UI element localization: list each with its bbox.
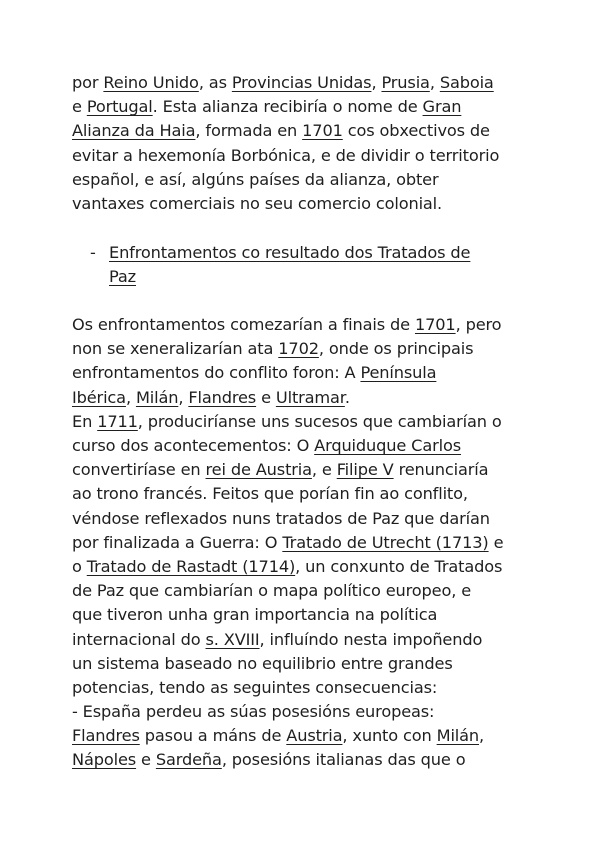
text: , <box>429 73 440 92</box>
spacer <box>72 216 542 241</box>
bullet-dash: - <box>90 242 96 262</box>
link-gran-alianza-part1[interactable]: Gran <box>422 97 462 117</box>
text: , influíndo nesta impoñendo <box>259 629 483 649</box>
link-flandres[interactable]: Flandres <box>188 387 257 407</box>
text: , as <box>198 73 232 92</box>
text-line: potencias, tendo as seguintes consecuencias: <box>72 677 438 697</box>
link-ultramar[interactable]: Ultramar <box>275 387 345 407</box>
text-line <box>72 119 542 143</box>
link-portugal[interactable]: Portugal <box>86 97 153 117</box>
text: e <box>136 750 156 770</box>
paragraph-alliance <box>72 71 542 216</box>
link-1701[interactable]: 1701 <box>414 315 456 335</box>
text: . <box>344 387 350 407</box>
text-line: un sistema baseado no equilibrio entre grandes <box>72 653 453 673</box>
text-line <box>72 458 542 482</box>
text-line <box>72 313 542 337</box>
link-1701[interactable]: 1701 <box>302 121 343 141</box>
text: o <box>72 556 87 576</box>
link-milan[interactable]: Milán <box>436 726 480 746</box>
text-line: - España perdeu as súas posesións europeas: <box>72 702 435 722</box>
text: e <box>72 97 87 117</box>
link-sardena[interactable]: Sardeña <box>155 750 222 770</box>
link-enfrontamentos-part1[interactable]: Enfrontamentos co resultado dos Tratados de <box>109 242 471 262</box>
text: curso dos acontecementos: O <box>72 436 315 456</box>
link-peninsula-part2[interactable]: Ibérica <box>72 387 126 407</box>
text: por <box>72 73 104 92</box>
link-gran-alianza-part2[interactable]: Alianza da Haia <box>72 121 196 141</box>
link-prusia[interactable]: Prusia <box>381 73 430 92</box>
text-line: que tiveron unha gran importancia na política <box>72 605 438 625</box>
link-flandres[interactable]: Flandres <box>72 726 140 746</box>
text-line: evitar a hexemonía Borbónica, e de dividir o territorio <box>72 145 500 165</box>
text-line: vantaxes comerciais no seu comercio colonial. <box>72 193 443 213</box>
text: , pero <box>455 315 502 335</box>
text-line <box>72 95 542 119</box>
text-line <box>72 555 542 579</box>
bullet-line <box>72 265 542 289</box>
text-line: ao trono francés. Feitos que porían fin ao conflito, <box>72 484 468 504</box>
text: , <box>125 387 136 407</box>
text-line <box>72 337 542 361</box>
link-peninsula-part1[interactable]: Península <box>360 363 437 383</box>
text-line: véndose reflexados nuns tratados de Paz que darían <box>72 508 490 528</box>
text-line <box>72 531 542 555</box>
text: , onde os principais <box>318 339 474 359</box>
link-reino-unido[interactable]: Reino Unido <box>103 73 199 92</box>
text-line <box>72 724 542 748</box>
link-1711[interactable]: 1711 <box>97 411 138 431</box>
text: , un conxunto de Tratados <box>295 556 503 576</box>
link-rei-de-austria[interactable]: rei de Austria <box>205 460 312 480</box>
text-line <box>72 434 542 458</box>
link-s-xviii[interactable]: s. XVIII <box>205 629 260 649</box>
text: e <box>256 387 276 407</box>
link-napoles[interactable]: Nápoles <box>72 750 137 770</box>
paragraph-conflict <box>72 313 542 773</box>
text-line <box>72 410 542 434</box>
link-saboia[interactable]: Saboia <box>439 73 494 92</box>
text: En <box>72 411 98 431</box>
text-line: español, e así, algúns países da alianza, obter <box>72 169 439 189</box>
text: Os enfrontamentos comezarían a finais de <box>72 315 415 335</box>
text: por finalizada a Guerra: O <box>72 532 283 552</box>
text: renunciaría <box>393 460 489 480</box>
link-filipe-v[interactable]: Filipe V <box>336 460 394 480</box>
bullet-line <box>72 241 542 265</box>
text: , <box>178 387 189 407</box>
text: cos obxectivos de <box>342 121 490 141</box>
text: e <box>488 532 504 552</box>
text-line <box>72 361 542 385</box>
text-line: de Paz que cambiarían o mapa político europeo, e <box>72 581 472 601</box>
text-line <box>72 748 542 772</box>
text-line <box>72 71 542 95</box>
spacer <box>72 289 542 313</box>
text: , <box>371 73 382 92</box>
text: . Esta alianza recibiría o nome de <box>152 97 423 117</box>
text: enfrontamentos do conflito foron: A <box>72 363 361 383</box>
text: , formada en <box>195 121 303 141</box>
text: , posesións italianas das que o <box>221 750 466 770</box>
bullet-item <box>72 241 542 289</box>
link-provincias-unidas[interactable]: Provincias Unidas <box>231 73 372 92</box>
link-milan[interactable]: Milán <box>135 387 179 407</box>
link-tratado-utrecht[interactable]: Tratado de Utrecht (1713) <box>282 532 489 552</box>
link-1702[interactable]: 1702 <box>278 339 319 359</box>
link-arquiduque-carlos[interactable]: Arquiduque Carlos <box>314 436 461 456</box>
link-enfrontamentos-part2[interactable]: Paz <box>109 266 137 286</box>
text: convertiríase en <box>72 460 206 480</box>
document-body <box>72 71 542 773</box>
text: pasou a máns de <box>139 726 287 746</box>
text: , e <box>311 460 337 480</box>
text: , produciríanse uns sucesos que cambiarían o <box>137 411 502 431</box>
text: internacional do <box>72 629 206 649</box>
text: non se xeneralizarían ata <box>72 339 279 359</box>
link-tratado-rastadt[interactable]: Tratado de Rastadt (1714) <box>86 556 296 576</box>
text-line <box>72 386 542 410</box>
text: , <box>479 726 485 746</box>
text-line <box>72 628 542 652</box>
link-austria[interactable]: Austria <box>286 726 343 746</box>
text: , xunto con <box>342 726 437 746</box>
